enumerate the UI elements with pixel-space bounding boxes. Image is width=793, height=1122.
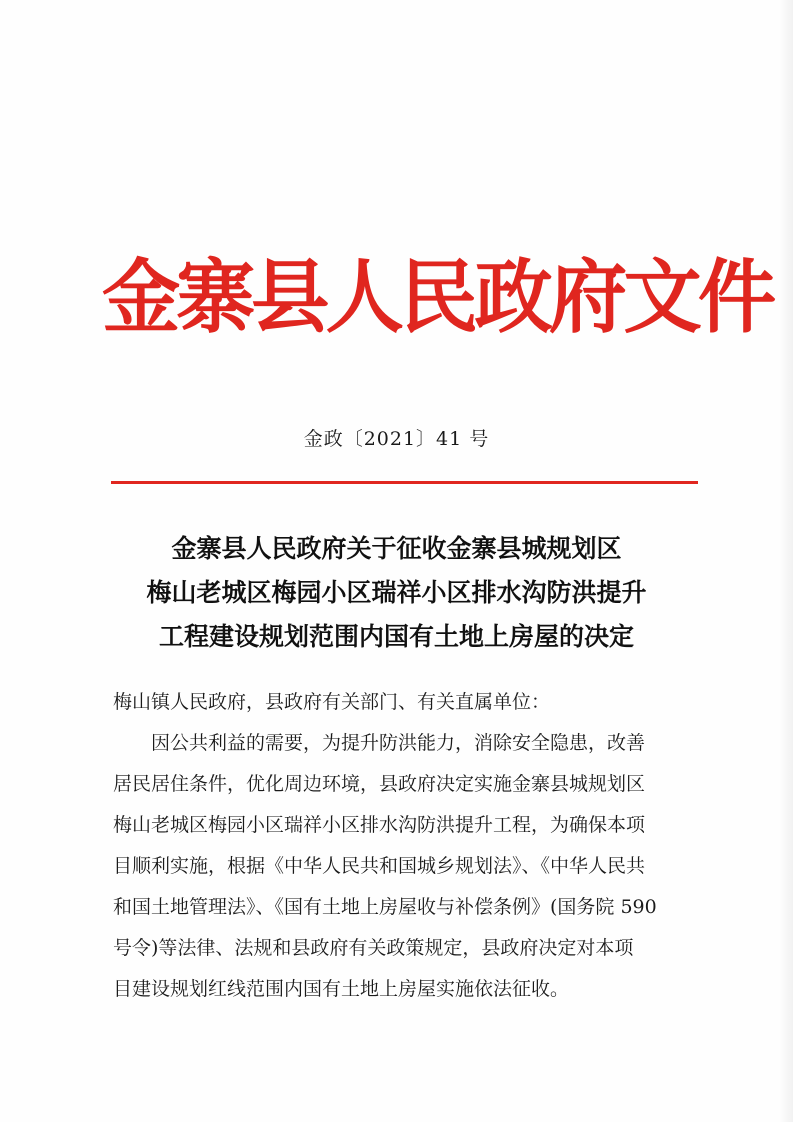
title-line-3: 工程建设规划范围内国有土地上房屋的决定 <box>158 622 634 651</box>
paragraph-line: 因公共利益的需要，为提升防洪能力，消除安全隐患，改善 <box>151 732 646 754</box>
document-number: 金政〔2021〕41 号 <box>303 428 490 450</box>
body-paragraph <box>113 723 703 1010</box>
document-body <box>113 682 703 1010</box>
title-line-2: 梅山老城区梅园小区瑞祥小区排水沟防洪提升 <box>146 578 647 607</box>
scan-edge-shadow <box>779 0 793 1122</box>
masthead-title: 金寨县人民政府文件 <box>102 251 773 344</box>
paragraph-line: 和国土地管理法》、《国有土地上房屋收与补偿条例》(国务院 590 <box>113 896 657 918</box>
paragraph-line: 梅山老城区梅园小区瑞祥小区排水沟防洪提升工程，为确保本项 <box>113 814 646 836</box>
paragraph-line: 居民居住条件，优化周边环境，县政府决定实施金寨县城规划区 <box>113 773 646 795</box>
document-title <box>0 527 793 659</box>
red-divider-line <box>111 481 698 484</box>
title-line-1: 金寨县人民政府关于征收金寨县城规划区 <box>171 534 622 563</box>
addressee-line: 梅山镇人民政府，县政府有关部门、有关直属单位： <box>113 691 551 713</box>
paragraph-line: 目顺利实施，根据《中华人民共和国城乡规划法》、《中华人民共 <box>113 855 646 877</box>
paragraph-line: 号令)等法律、法规和县政府有关政策规定，县政府决定对本项 <box>113 937 634 959</box>
paragraph-line: 目建设规划红线范围内国有土地上房屋实施依法征收。 <box>113 978 570 1000</box>
